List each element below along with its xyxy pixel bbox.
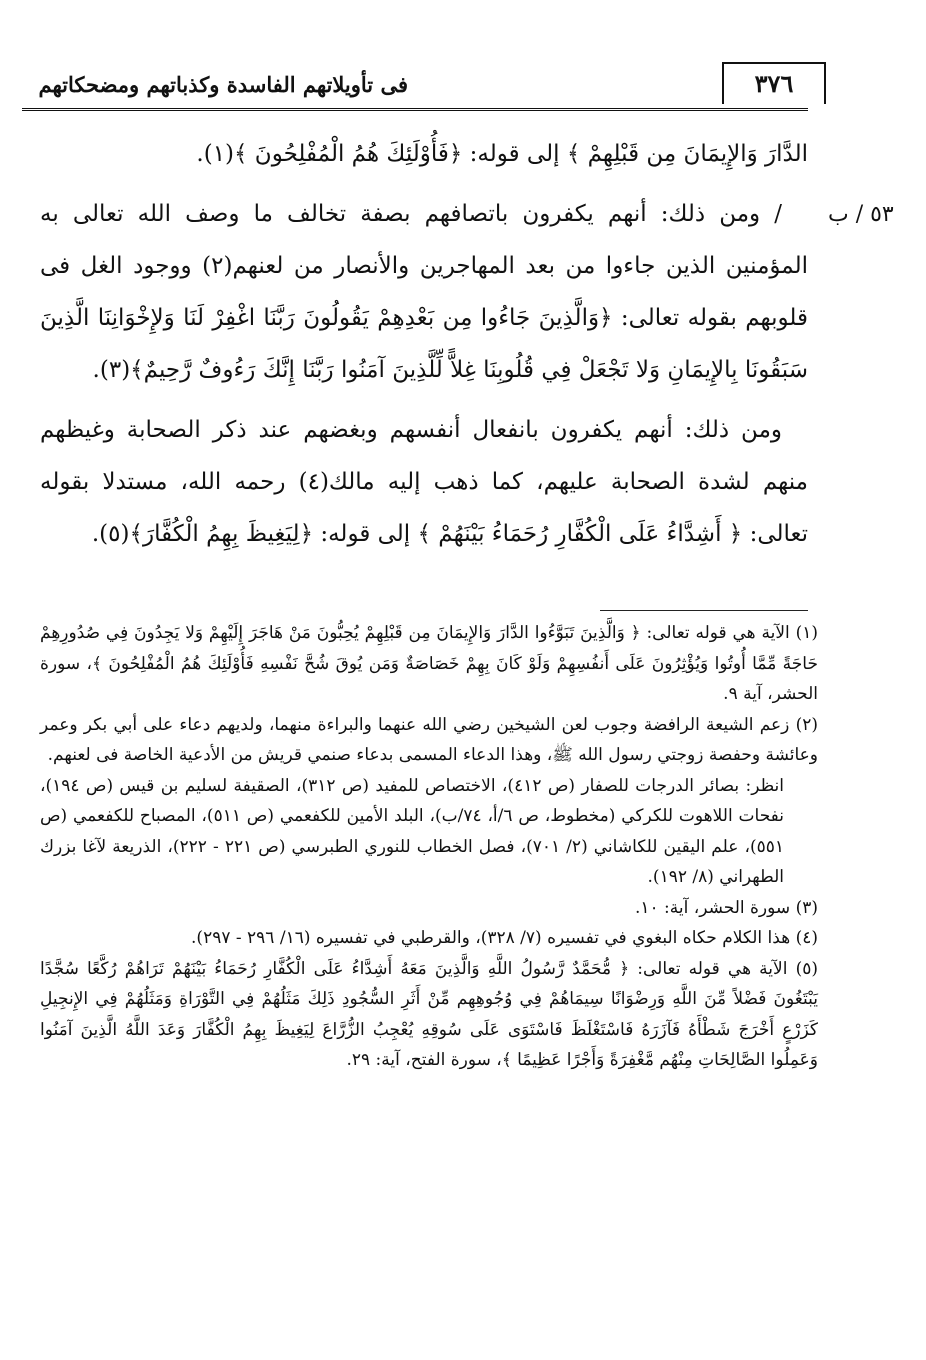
page-number: ٣٧٦	[754, 69, 794, 98]
footnote-3: (٣) سورة الحشر، آية: ١٠.	[634, 897, 818, 918]
footnote-2: (٢) زعم الشيعة الرافضة وجوب لعن الشيخين رضي الله عنهما والبراءة منهما، ولديهم دعاء على أبي بكر وعمر وعائشة وحفصة زوجتي رسول الله ﷺ، وهذا الدعاء المسمى بدعاء صنمي قريش من الأدعية الخاصة فى لعنهم.	[40, 714, 818, 765]
footnotes	[40, 618, 818, 1076]
header-rule	[22, 108, 808, 111]
running-title: فى تأويلاتهم الفاسدة وكذباتهم ومضحكاتهم	[38, 72, 408, 97]
footnote-5: (٥) الآية هي قوله تعالى: ﴿ مُّحَمَّدٌ رَّسُولُ اللَّهِ وَالَّذِينَ مَعَهُ أَشِدَّاءُ عَلَى الْكُفَّارِ رُحَمَاءُ بَيْنَهُمْ تَرَاهُمْ رُكَّعًا سُجَّدًا يَبْتَغُونَ فَضْلاً مِّنَ اللَّهِ وَرِضْوَانًا سِيمَاهُمْ فِي وُجُوهِهِم مِّنْ أَثَرِ السُّجُودِ ذَلِكَ مَثَلُهُمْ فِي التَّوْرَاةِ وَمَثَلُهُمْ فِي الإِنجِيلِ كَزَرْعٍ أَخْرَجَ شَطْأَهُ فَآزَرَهُ فَاسْتَغْلَظَ فَاسْتَوَى عَلَى سُوقِهِ يُعْجِبُ الزُّرَّاعَ لِيَغِيظَ بِهِمُ الْكُفَّارَ وَعَدَ اللَّهُ الَّذِينَ آمَنُوا وَعَمِلُوا الصَّالِحَاتِ مِنْهُم مَّغْفِرَةً وَأَجْرًا عَظِيمًا ﴾، سورة الفتح، آية: ٢٩.	[40, 958, 818, 1070]
paragraph-continuation: الدَّارَ وَالإِيمَانَ مِن قَبْلِهِمْ ﴾ إلى قوله: ﴿فَأُوْلَئِكَ هُمُ الْمُفْلِحُونَ ﴾(١).	[196, 141, 808, 167]
paragraph: / ومن ذلك: أنهم يكفرون باتصافهم بصفة تخالف ما وصف الله تعالى به المؤمنين الذين جاءوا من بعد المهاجرين والأنصار من لعنهم(٢) ووجود الغل فى قلوبهم بقوله تعالى: ﴿وَالَّذِينَ جَاءُوا مِن بَعْدِهِمْ يَقُولُونَ رَبَّنَا اغْفِرْ لَنَا وَلإِخْوَانِنَا الَّذِينَ سَبَقُونَا بِالإِيمَانِ وَلا تَجْعَلْ فِي قُلُوبِنَا غِلاًّ لِّلَّذِينَ آمَنُوا رَبَّنَا إِنَّكَ رَءُوفٌ رَّحِيمٌ﴾(٣).	[40, 201, 808, 383]
footnote-2-references: انظر: بصائر الدرجات للصفار (ص ٤١٢)، الاختصاص للمفيد (ص ٣١٢)، الصقيفة لسليم بن قيس (ص ١٩٤)، نفحات اللاهوت للكركي (مخطوط، ص ٦/أ، ٧٤/ب)، البلد الأمين للكفعمي (ص ٥١١)، المصباح للكفعمي (ص ٥٥١)، علم اليقين للكاشاني (٢/ ٧٠١)، فصل الخطاب للنوري الطبرسي (ص ٢٢١ - ٢٢٢)، الذريعة لآغا بزرك الطهراني (٨/ ١٩٢).	[40, 775, 785, 887]
footnote-4: (٤) هذا الكلام حكاه البغوي في تفسيره (٧/ ٣٢٨)، والقرطبي في تفسيره (١٦/ ٢٩٦ - ٢٩٧).	[191, 928, 818, 948]
paragraph: ومن ذلك: أنهم يكفرون بانفعال أنفسهم وبغضهم عند ذكر الصحابة وغيظهم منهم لشدة الصحابة عليهم، كما ذهب إليه مالك(٤) رحمه الله، مستدلا بقوله تعالى: ﴿ أَشِدَّاءُ عَلَى الْكُفَّارِ رُحَمَاءُ بَيْنَهُمْ ﴾ إلى قوله: ﴿لِيَغِيظَ بِهِمُ الْكُفَّارَ﴾(٥).	[40, 417, 809, 547]
running-header	[22, 62, 808, 108]
page-number-box	[722, 62, 826, 104]
manuscript-folio-ref: ٥٣ / ب	[828, 202, 894, 227]
main-text	[40, 128, 808, 568]
footnote-1: (١) الآية هي قوله تعالى: ﴿ وَالَّذِينَ تَبَوَّءُوا الدَّارَ وَالإِيمَانَ مِن قَبْلِهِمْ يُحِبُّونَ مَنْ هَاجَرَ إِلَيْهِمْ وَلا يَجِدُونَ فِي صُدُورِهِمْ حَاجَةً مِّمَّا أُوتُوا وَيُؤْثِرُونَ عَلَى أَنفُسِهِمْ وَلَوْ كَانَ بِهِمْ خَصَاصَةٌ وَمَن يُوقَ شُحَّ نَفْسِهِ فَأُوْلَئِكَ هُمُ الْمُفْلِحُونَ ﴾، سورة الحشر، آية ٩.	[40, 623, 818, 704]
footnote-separator	[600, 610, 808, 611]
